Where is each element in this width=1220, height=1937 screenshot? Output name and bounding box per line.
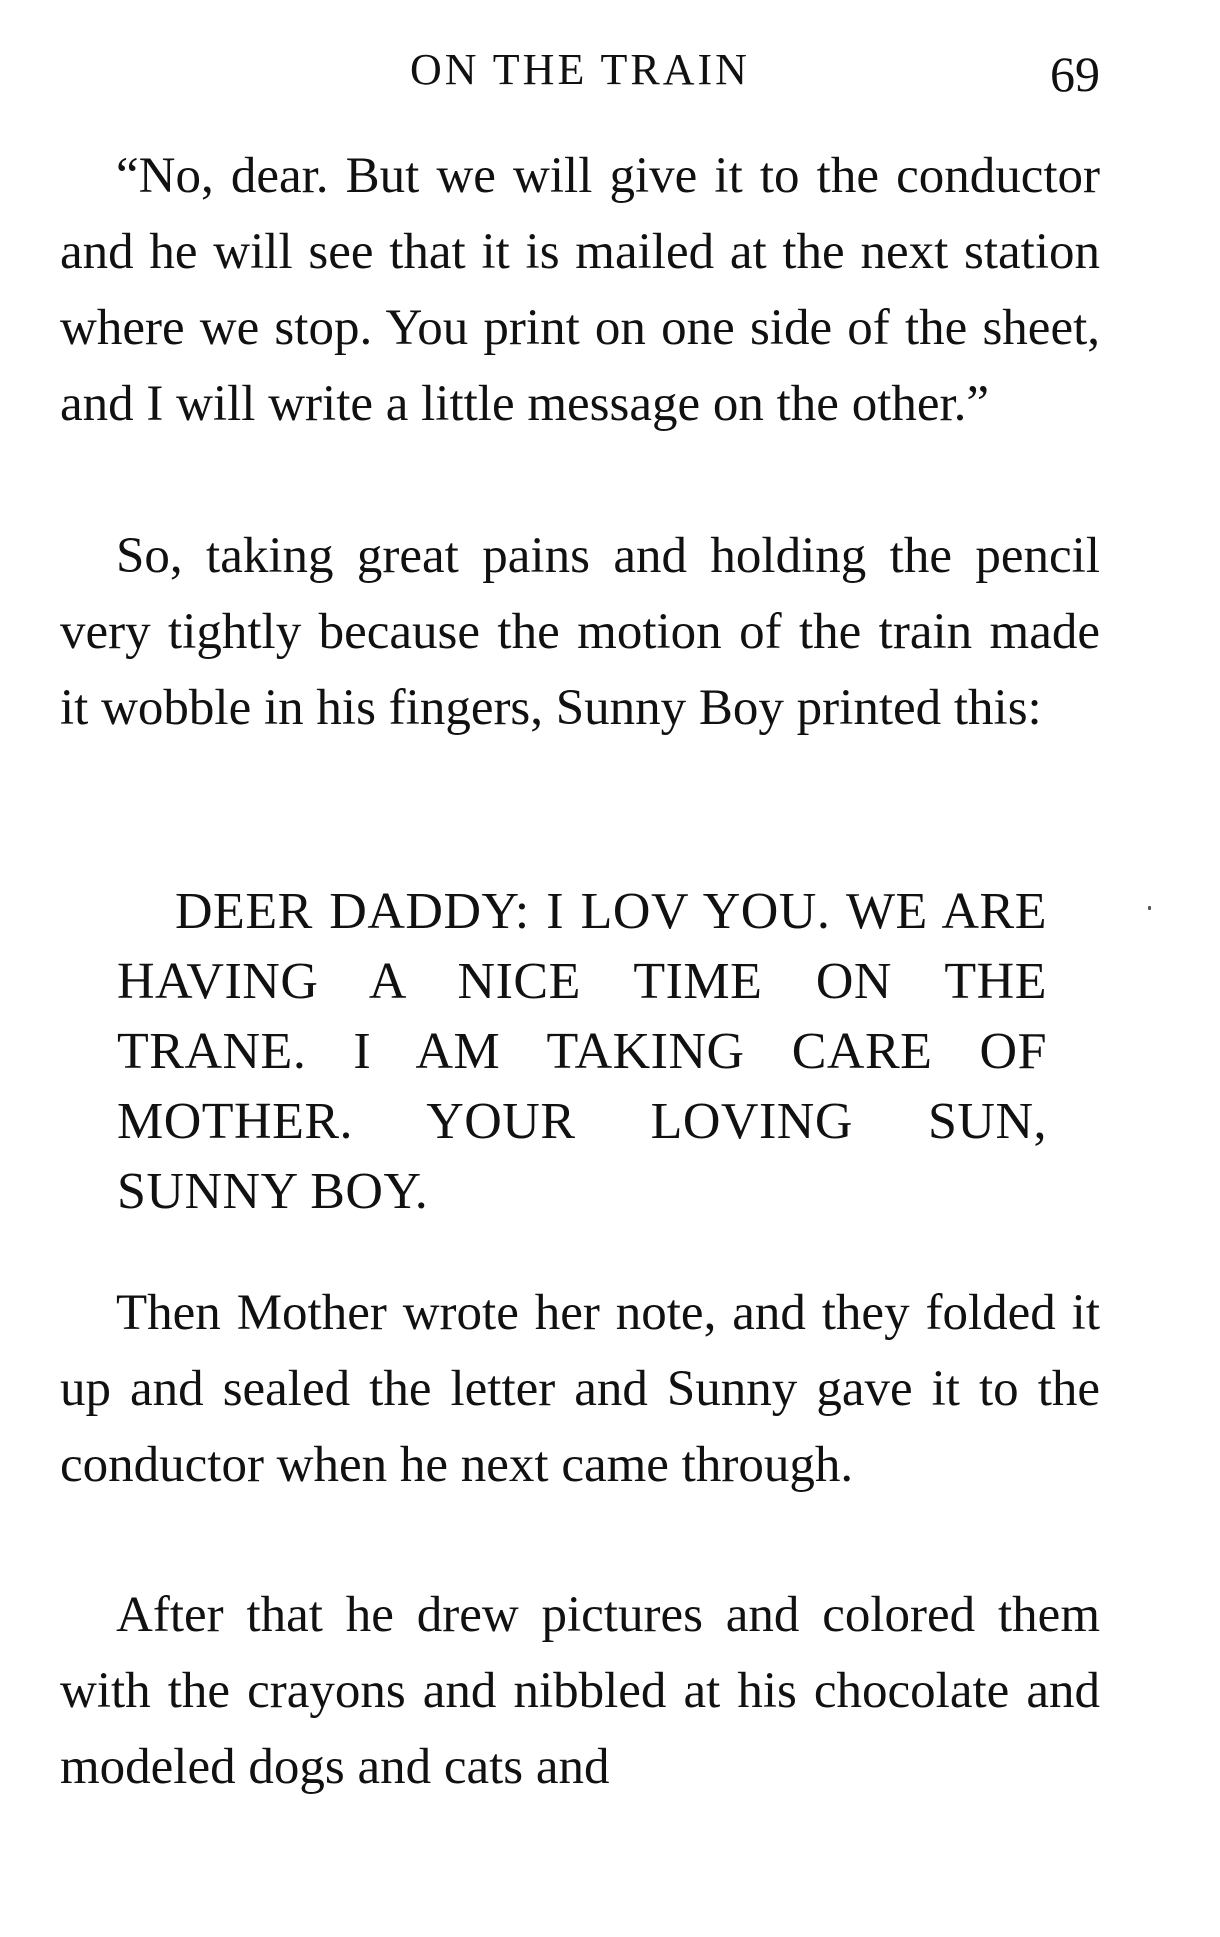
page-number: 69 xyxy=(1050,46,1100,102)
paragraph-printing: So, taking great pains and holding the pencil very tightly because the motion of the train made it wobble in his fingers, Sunny Boy printed this: xyxy=(60,528,1100,736)
paragraph-after-that: After that he drew pictures and colored them with the crayons and nibbled at his chocolate and modeled dogs and cats and xyxy=(60,1587,1100,1795)
letter-to-daddy: DEER DADDY: I LOV YOU. WE ARE HAVING A NICE TIME ON THE TRANE. I AM TAKING CARE OF MOTHER. YOUR LOVING SUN, SUNNY BOY. xyxy=(117,883,1047,1220)
print-speck xyxy=(1148,906,1151,910)
paragraph-mother-note: Then Mother wrote her note, and they folded it up and sealed the letter and Sunny gave it to the conductor when he next came through. xyxy=(60,1285,1100,1493)
paragraph-dialogue: “No, dear. But we will give it to the conductor and he will see that it is mailed at the next station where we stop. You print on one side of the sheet, and I will write a little message on the other.” xyxy=(60,148,1100,432)
running-head xyxy=(60,40,1100,100)
running-title: ON THE TRAIN xyxy=(410,45,750,94)
